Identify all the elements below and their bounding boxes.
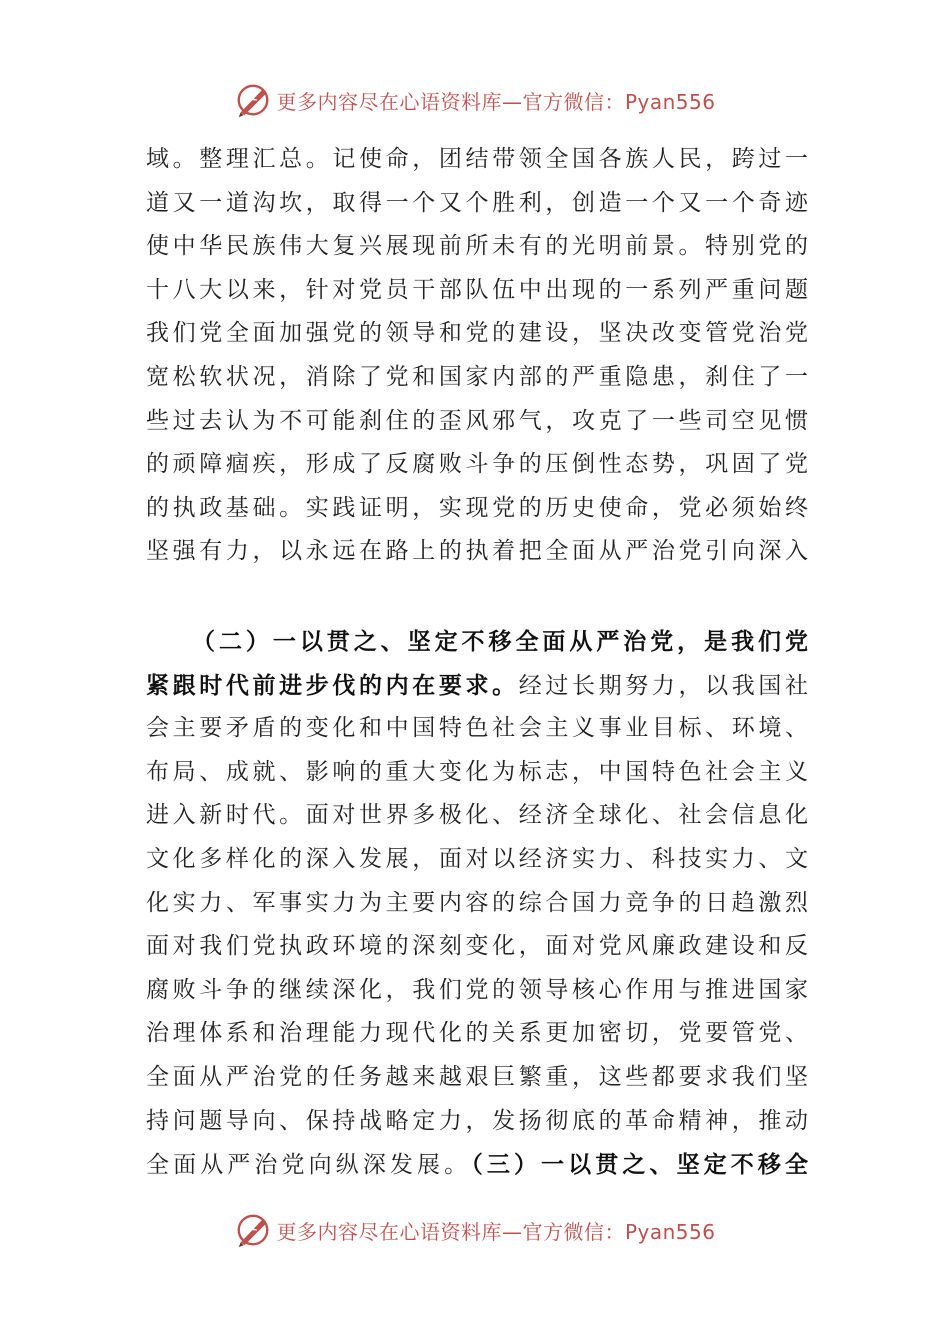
text-line: 全面从严治党的任务越来越艰巨繁重，这些都要求我们坚 <box>146 1063 808 1090</box>
text-line: 宽松软状况，消除了党和国家内部的严重隐患，刹住了一 <box>146 363 808 390</box>
header-banner-text: 更多内容尽在心语资料库—官方微信：Pyan556 <box>276 89 716 114</box>
text-run: 经过长期努力，以我国社 <box>518 672 808 699</box>
text-line: 的执政基础。实践证明，实现党的历史使命，党必须始终 <box>146 494 808 521</box>
header-banner <box>0 78 950 122</box>
paragraph-1 <box>146 138 808 574</box>
text-run: 全面从严治党向纵深发展。 <box>146 1152 472 1179</box>
text-line-mixed <box>146 1143 808 1187</box>
paragraph-2 <box>146 620 808 1187</box>
text-line: 坚强有力，以永远在路上的执着把全面从严治党引向深入 <box>146 538 808 565</box>
pen-logo-icon <box>234 1211 272 1249</box>
text-line: 域。整理汇总。记使命，团结带领全国各族人民，跨过一 <box>146 146 808 172</box>
text-line: 治理体系和治理能力现代化的关系更加密切，党要管党、 <box>146 1020 808 1047</box>
pen-logo-icon <box>234 81 272 119</box>
section-heading-tail: 紧跟时代前进步伐的内在要求。 <box>146 671 519 699</box>
text-line: 会主要矛盾的变化和中国特色社会主义事业目标、环境、 <box>146 715 808 742</box>
text-line: 腐败斗争的继续深化，我们党的领导核心作用与推进国家 <box>146 976 808 1003</box>
section-heading-start: （三）一以贯之、坚定不移全 <box>471 1151 808 1179</box>
text-line: 的顽障痼疾，形成了反腐败斗争的压倒性态势，巩固了党 <box>146 451 808 478</box>
text-line-mixed <box>146 664 808 708</box>
text-line: 道又一道沟坎，取得一个又个胜利，创造一个又一个奇迹 <box>146 189 808 216</box>
text-line: 面对我们党执政环境的深刻变化，面对党风廉政建设和反 <box>146 933 808 960</box>
text-line: 十八大以来，针对党员干部队伍中出现的一系列严重问题 <box>146 276 808 303</box>
footer-banner-text: 更多内容尽在心语资料库—官方微信：Pyan556 <box>276 1219 716 1244</box>
text-line: 文化多样化的深入发展，面对以经济实力、科技实力、文 <box>146 845 808 872</box>
text-line: 些过去认为不可能刹住的歪风邪气，攻克了一些司空见惯 <box>146 407 808 434</box>
text-line: 我们党全面加强党的领导和党的建设，坚决改变管党治党 <box>146 320 808 347</box>
text-line: 化实力、军事实力为主要内容的综合国力竞争的日趋激烈 <box>146 889 808 916</box>
text-line: 布局、成就、影响的重大变化为标志，中国特色社会主义 <box>146 758 808 785</box>
section-heading-line: （二）一以贯之、坚定不移全面从严治党，是我们党 <box>192 628 808 655</box>
text-line: 进入新时代。面对世界多极化、经济全球化、社会信息化 <box>146 802 808 829</box>
text-line: 使中华民族伟大复兴展现前所未有的光明前景。特别党的 <box>146 233 808 260</box>
text-line: 持问题导向、保持战略定力，发扬彻底的革命精神，推动 <box>146 1107 808 1134</box>
footer-banner <box>0 1208 950 1252</box>
